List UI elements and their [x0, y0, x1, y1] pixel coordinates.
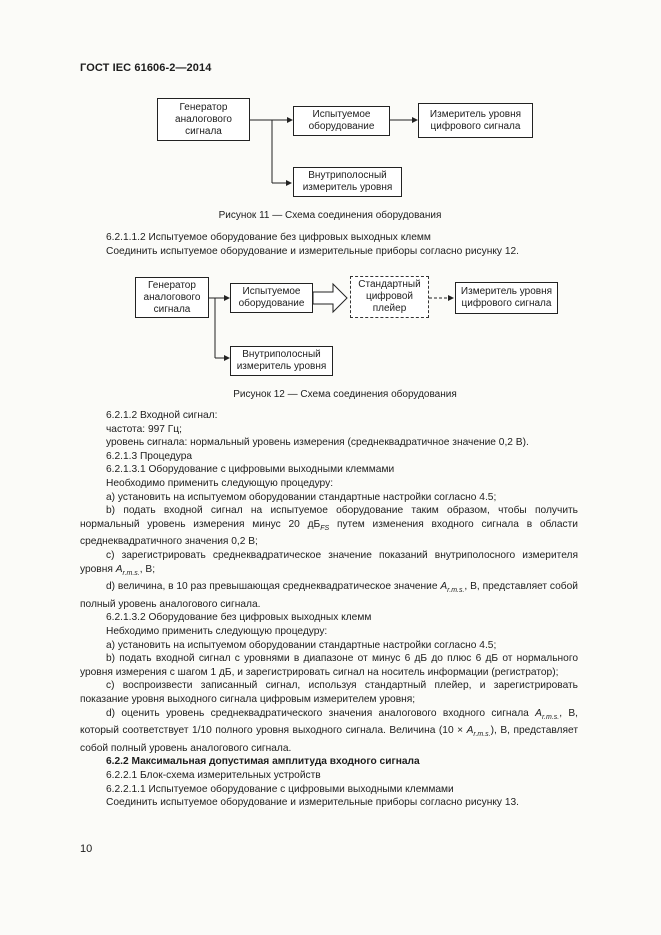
fig12-player-box: Стандартный цифровой плейер: [350, 276, 429, 318]
instruction-fig12: Соединить испытуемое оборудование и измерительные приборы согласно рисунку 12.: [106, 245, 519, 257]
heading-6-2-1-1-2: 6.2.1.1.2 Испытуемое оборудование без цифровых выходных клемм: [106, 232, 431, 243]
heading-6-2-2-1: 6.2.2.1 Блок-схема измерительных устройств: [106, 770, 321, 781]
fig12-dut-box: Испытуемое оборудование: [230, 283, 313, 313]
fig12-generator-box: Генератор аналогового сигнала: [135, 277, 209, 318]
heading-6-2-2: 6.2.2 Максимальная допустимая амплитуда входного сигнала: [106, 756, 420, 768]
step-b: b) подать входной сигнал на испытуемое оборудование таким образом, чтобы получить нормальный уровень измерения минус 20 $дБ_{FS}$ путем изменения входного сигнала в области среднеквадратичного значения 0,2 В;: [80, 505, 578, 548]
step-a-2: a) установить на испытуемом оборудовании стандартные настройки согласно 4.5;: [106, 639, 497, 651]
heading-procedure: 6.2.1.3 Процедура: [106, 450, 193, 462]
step-a: a) установить на испытуемом оборудовании стандартные настройки согласно 4.5;: [106, 491, 497, 503]
heading-6-2-1-3-2: 6.2.1.3.2 Оборудование без цифровых выходных клемм: [106, 612, 372, 624]
heading-6-2-2-1-1: 6.2.2.1.1 Испытуемое оборудование с цифровыми выходными клеммами: [106, 783, 454, 795]
figure-12-caption: Рисунок 12 — Схема соединения оборудования: [233, 389, 457, 400]
step-c: c) зарегистрировать среднеквадратическое значение показаний внутриполосного измерителя уровня $A_{r.m.s.}$, В;: [80, 549, 578, 577]
fig11-digital-meter-box: Измеритель уровня цифрового сигнала: [418, 103, 533, 138]
step-d-2: d) оценить уровень среднеквадратического значения аналогового входного сигнала $A_{r.m.s.}$, В, который соответствует 1/10 полного уровня выходного сигнала. Величина $(10 \times A_{r.m.s.})$, В, представляет собой полный уровень аналогового сигнала.: [80, 707, 578, 754]
fig11-dut-box: Испытуемое оборудование: [293, 106, 390, 136]
para-frequency: частота: 997 Гц;: [106, 423, 182, 435]
step-d: d) величина, в 10 раз превышающая среднеквадратическое значение $A_{r.m.s.}$, В, представляет собой полный уровень аналогового сигнала.: [80, 581, 578, 610]
step-c-2: c) воспроизвести записанный сигнал, используя стандартный плейер, и зарегистрировать показание уровня выходного сигнала цифровым измерителем уровня;: [80, 680, 578, 705]
fig12-inband-meter-box: Внутриполосный измеритель уровня: [230, 346, 333, 376]
para-apply-procedure: Необходимо применить следующую процедуру:: [106, 477, 334, 489]
fig11-inband-meter-box: Внутриполосный измеритель уровня: [293, 167, 402, 197]
document-header: ГОСТ IEC 61606-2—2014: [80, 62, 212, 74]
figure-11-caption: Рисунок 11 — Схема соединения оборудования: [218, 210, 442, 221]
section-6-2-1-1-2: [80, 231, 578, 258]
para-apply-procedure-2: Небходимо применить следующую процедуру:: [106, 626, 328, 637]
para-signal-level: уровень сигнала: нормальный уровень измерения (среднеквадратичное значение 0,2 В).: [106, 437, 529, 449]
instruction-fig13: Соединить испытуемое оборудование и измерительные приборы согласно рисунку 13.: [106, 797, 519, 809]
step-b-2: b) подать входной сигнал с уровнями в диапазоне от минус 6 дБ до плюс 6 дБ от нормального уровня измерения с шагом 1 дБ, и зарегистрировать сигнал на носитель информации (регистратор);: [80, 653, 578, 678]
page-number: 10: [80, 843, 93, 855]
main-text: [80, 409, 578, 810]
heading-6-2-1-3-1: 6.2.1.3.1 Оборудование с цифровыми выходными клеммами: [106, 464, 395, 476]
fig11-generator-box: Генератор аналогового сигнала: [157, 98, 250, 141]
fig12-digital-meter-box: Измеритель уровня цифрового сигнала: [455, 282, 558, 314]
para-input-signal: 6.2.1.2 Входной сигнал:: [106, 410, 218, 421]
